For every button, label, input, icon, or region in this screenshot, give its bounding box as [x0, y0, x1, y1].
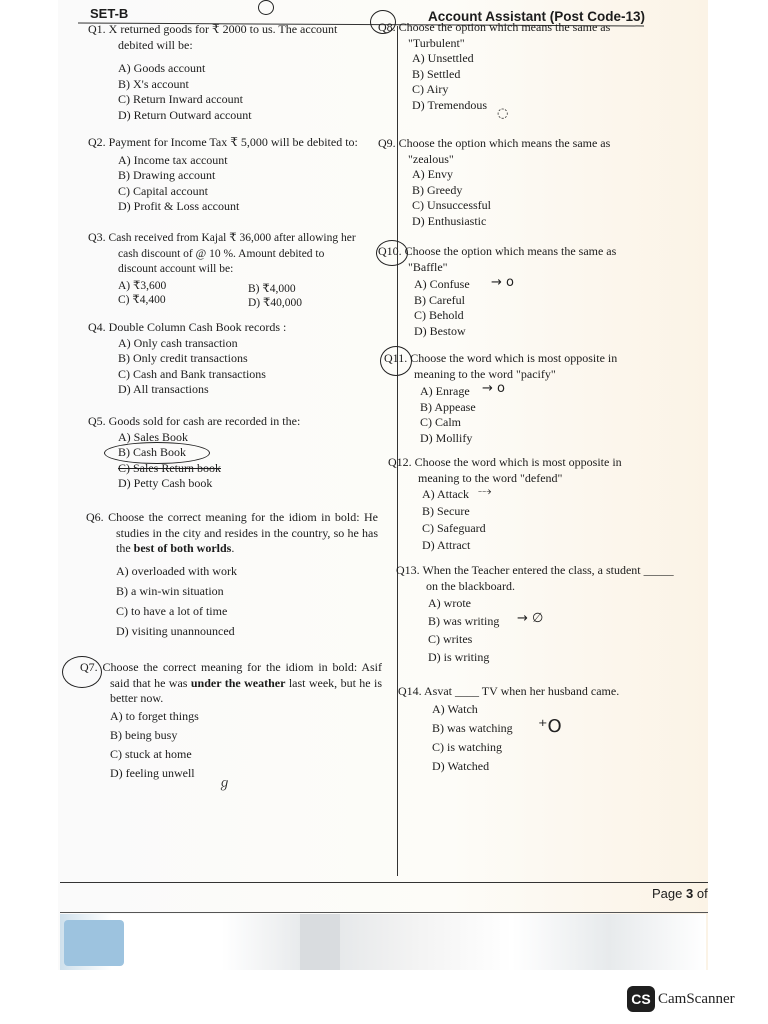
option-d: D) Attract	[422, 538, 471, 552]
option-d: D) visiting unannounced	[116, 623, 235, 638]
scan-artifact	[64, 920, 124, 966]
option-d: D) Bestow	[414, 323, 466, 338]
option-c: C) Behold	[414, 308, 464, 322]
question-stem: Choose the word which is most opposite in meaning to the word "pacify"	[410, 351, 618, 381]
option-b: B) Careful	[414, 292, 465, 307]
option-d: D) Return Outward account	[118, 107, 252, 122]
question-number: Q3.	[88, 230, 106, 244]
tick-mark-icon: ◌	[497, 106, 509, 121]
question-number: Q10.	[378, 244, 402, 258]
question-stem: Cash received from Kajal ₹ 36,000 after allowing her cash discount of @ 10 %. Amount debited to discount account will be:	[108, 232, 356, 275]
option-b: B) Greedy	[412, 182, 463, 197]
question-q10	[378, 244, 648, 339]
question-number: Q13.	[396, 563, 420, 577]
question-number: Q6.	[86, 510, 104, 524]
arrow-mark-icon: → o	[491, 275, 514, 290]
set-label: SET-B	[90, 6, 129, 21]
option-c: C) stuck at home	[110, 746, 192, 761]
question-q1	[88, 22, 370, 123]
option-a: A) Envy	[412, 167, 453, 181]
option-a: A) Attack	[422, 487, 469, 501]
question-number: Q2.	[88, 135, 106, 149]
question-number: Q8.	[378, 20, 396, 34]
option-b: B) was watching	[432, 720, 513, 735]
option-a: A) Watch	[432, 701, 478, 716]
option-a: A) ₹3,600	[118, 279, 167, 292]
question-stem-tail: last week, but he is better now.	[110, 675, 383, 705]
option-c: C) ₹4,400	[118, 293, 166, 306]
option-c: C) Unsuccessful	[412, 198, 491, 212]
option-b: B) Secure	[422, 504, 470, 518]
page-title: Account Assistant (Post Code-13)	[428, 9, 646, 24]
option-a: A) Income tax account	[118, 152, 228, 167]
question-number: Q9.	[378, 136, 396, 150]
option-a: A) Sales Book	[118, 429, 188, 444]
option-a: A) overloaded with work	[116, 563, 237, 578]
option-b: B) X's account	[118, 76, 189, 91]
option-d: D) Watched	[432, 758, 490, 773]
tick-mark-icon: ℊ	[218, 776, 232, 791]
option-c: C) Safeguard	[422, 521, 486, 535]
question-number: Q11.	[384, 351, 408, 365]
option-b: B) being busy	[110, 727, 178, 742]
option-a: A) Enrage	[420, 384, 470, 398]
question-number: Q1.	[88, 22, 106, 36]
option-d: D) Profit & Loss account	[118, 199, 240, 213]
option-d: D) feeling unwell	[110, 765, 195, 780]
q5-answer-circle-mark	[104, 442, 210, 464]
footer-rule	[60, 882, 708, 883]
question-q4	[88, 320, 370, 398]
option-d: D) Tremendous	[412, 97, 488, 112]
option-c: C) Capital account	[118, 183, 208, 198]
arrow-mark-icon: ⤏	[478, 484, 492, 499]
option-b: B) Only credit transactions	[118, 351, 248, 365]
question-stem: Double Column Cash Book records :	[108, 320, 287, 334]
question-stem: Choose the correct meaning for the idiom in bold: Asif said that he was	[102, 660, 382, 690]
option-a: A) to forget things	[110, 708, 199, 723]
question-number: Q14.	[398, 684, 422, 698]
option-b: B) Appease	[420, 399, 476, 414]
q7-circle-mark	[62, 656, 102, 688]
option-b: B) Settled	[412, 66, 461, 81]
option-d: D) ₹40,000	[248, 296, 302, 309]
question-number: Q12.	[388, 455, 412, 469]
option-d: D) Enthusiastic	[412, 213, 487, 228]
idiom-bold: under the weather	[190, 675, 286, 690]
option-d: D) Mollify	[420, 430, 473, 445]
question-stem: Asvat ____ TV when her husband came.	[424, 684, 620, 698]
page-number: Page 3 of	[652, 886, 708, 901]
question-q3	[88, 230, 366, 311]
question-stem: Choose the correct meaning for the idiom in bold: He studies in the city and resides in the country, so he has the	[108, 510, 379, 555]
arrow-mark-icon: → ∅	[517, 611, 544, 626]
option-c: C) to have a lot of time	[116, 603, 228, 618]
option-a: A) Goods account	[118, 61, 206, 75]
question-stem: Choose the option which means the same as "zealous"	[398, 136, 611, 166]
idiom-bold: best of both worlds	[133, 541, 232, 555]
option-c: C) Return Inward account	[118, 92, 243, 106]
question-stem: Goods sold for cash are recorded in the:	[108, 414, 301, 428]
question-number: Q7.	[80, 660, 98, 674]
question-stem: Payment for Income Tax ₹ 5,000 will be debited to:	[108, 135, 358, 149]
option-c: C) Calm	[420, 415, 461, 429]
option-b: B) ₹4,000	[248, 282, 296, 295]
option-a: A) Unsettled	[412, 51, 474, 65]
question-q2	[88, 135, 378, 215]
option-d: D) All transactions	[118, 382, 209, 396]
question-q11	[384, 351, 646, 446]
camscanner-watermark	[627, 986, 735, 1012]
option-b: B) Drawing account	[118, 168, 216, 182]
question-q7	[80, 660, 382, 783]
camscanner-label: CamScanner	[658, 990, 735, 1007]
question-stem: Choose the option which means the same as "Turbulent"	[398, 20, 611, 50]
footer-rule-2	[60, 912, 708, 913]
option-c: C) is watching	[432, 739, 502, 754]
question-stem: X returned goods for ₹ 2000 to us. The account debited will be:	[108, 22, 338, 52]
pen-circle-mark	[258, 0, 274, 15]
q11-circle-mark	[380, 346, 412, 376]
question-q6: Q6. Choose the correct meaning for the idiom in bold: He studies in the city and resides in the country, so he has the best of both worlds. A) overloaded with work B) a win-win situation C) to have a lot of time D) visiting unannounced	[86, 510, 378, 641]
question-stem: Choose the word which is most opposite in meaning to the word "defend"	[414, 455, 622, 485]
option-a: A) Only cash transaction	[118, 335, 238, 350]
q10-circle-mark	[376, 240, 408, 266]
option-b: B) was writing	[428, 614, 500, 628]
scan-bottom-strip	[60, 914, 706, 970]
option-a: A) wrote	[428, 596, 471, 610]
q8-circle-mark	[370, 10, 396, 34]
question-q9	[378, 136, 640, 229]
question-number: Q5.	[88, 414, 106, 428]
question-stem: When the Teacher entered the class, a student _____ on the blackboard.	[422, 563, 674, 593]
option-d: D) is writing	[428, 650, 490, 664]
option-b: B) Cash Book	[118, 445, 187, 459]
option-b: B) a win-win situation	[116, 583, 224, 598]
question-number: Q4.	[88, 320, 106, 334]
option-d: D) Petty Cash book	[118, 476, 213, 490]
option-c: C) Airy	[412, 82, 449, 96]
arrow-mark-icon: → o	[482, 381, 505, 396]
question-q12	[388, 455, 650, 554]
option-c: C) Sales Return book	[118, 460, 221, 475]
option-a: A) Confuse	[414, 277, 470, 291]
zero-mark-icon: ⁺O	[538, 716, 562, 737]
option-c: C) Cash and Bank transactions	[118, 366, 266, 381]
scan-artifact	[300, 914, 340, 970]
question-q8	[378, 20, 640, 113]
option-c: C) writes	[428, 632, 473, 646]
question-stem: Choose the option which means the same as "Baffle"	[404, 244, 617, 274]
camscanner-logo-icon: CS	[627, 986, 655, 1012]
